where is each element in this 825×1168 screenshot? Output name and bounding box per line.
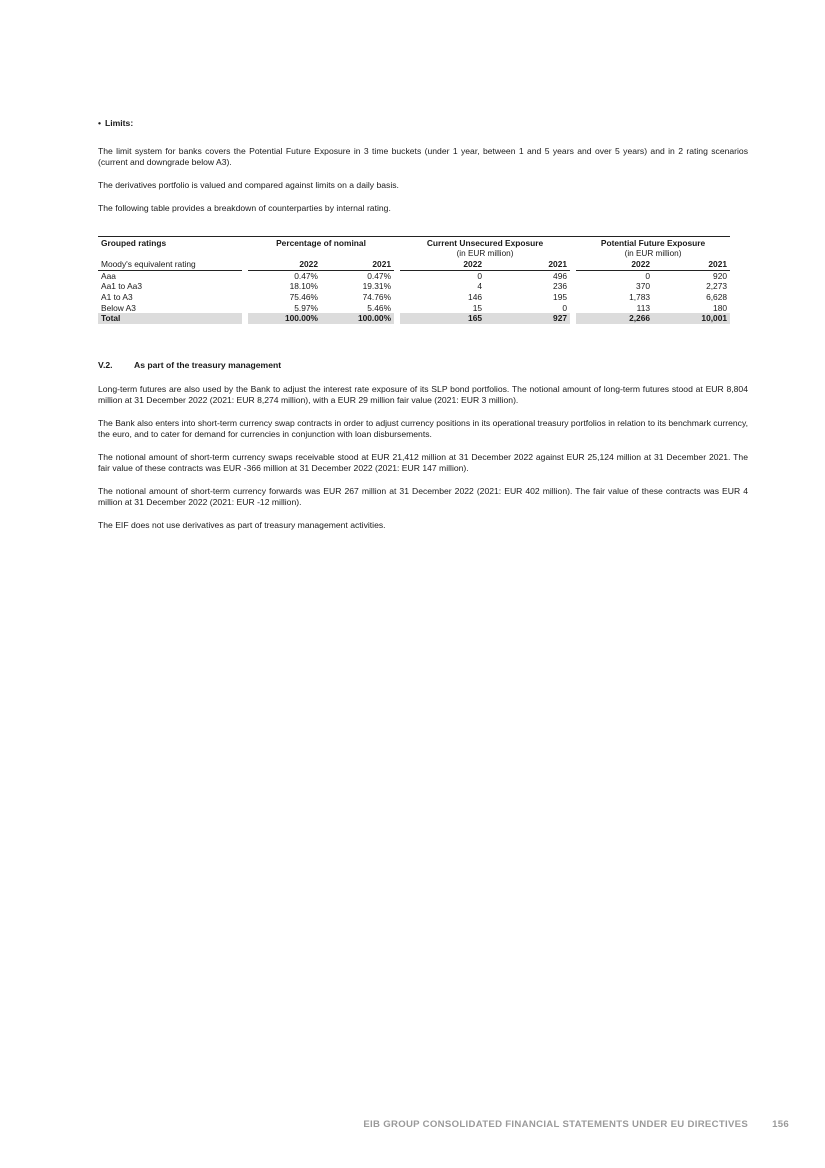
year-header: 2021 [485, 259, 570, 270]
table-cell: 4 [477, 281, 483, 292]
table-cell: 920 [713, 270, 728, 281]
table-cell: 74.76% [362, 291, 392, 302]
table-subheader-row [98, 249, 730, 260]
subheader-current-unit: (in EUR million) [456, 248, 514, 258]
table-cell: 1,783 [629, 291, 651, 302]
table-cell: 19.31% [362, 281, 392, 292]
table-cell: 5.97% [294, 302, 318, 313]
group-header-percentage: Percentage of nominal [248, 237, 394, 249]
page-number: 156 [772, 1119, 789, 1130]
row-header-label: Moody's equivalent rating [98, 259, 242, 270]
section-paragraph-4: The notional amount of short-term currency forwards was EUR 267 million at 31 December 2022 (2021: EUR 402 million). The fair value of these contracts was EUR 4 million at 31 December 2022 (2021: EUR -12 million). [98, 485, 748, 507]
table-year-header-row [98, 259, 730, 270]
limits-heading-text: Limits: [105, 118, 134, 128]
table-cell: 0.47% [367, 270, 392, 281]
table-cell: 100.00% [321, 313, 394, 324]
table-cell: 927 [485, 313, 570, 324]
bullet-icon: • [98, 118, 102, 128]
table-cell: 18.10% [289, 281, 318, 292]
footer-title: EIB GROUP CONSOLIDATED FINANCIAL STATEMENTS UNDER EU DIRECTIVES [363, 1119, 749, 1130]
group-header-potential-exposure: Potential Future Exposure [576, 237, 730, 249]
table-cell: 236 [553, 281, 568, 292]
page-content [98, 118, 748, 543]
table-group-header-row [98, 237, 730, 249]
table-cell: 180 [713, 302, 728, 313]
ratings-table [98, 236, 730, 324]
section-paragraph-1: Long-term futures are also used by the Bank to adjust the interest rate exposure of its SLP bond portfolios. The notional amount of long-term futures stood at EUR 8,804 million at 31 December 2022 (2021: EUR 8,274 million), with a EUR 29 million fair value (2021: EUR 3 million). [98, 383, 748, 405]
table-cell: 5.46% [367, 302, 392, 313]
year-header: 2022 [248, 259, 321, 270]
row-label: Aaa [101, 270, 116, 281]
table-cell: 15 [472, 302, 483, 313]
table-cell: 100.00% [248, 313, 321, 324]
ratings-table-wrap [98, 236, 730, 324]
row-label: Total [98, 313, 242, 324]
section-title [98, 360, 748, 371]
row-label: Below A3 [101, 302, 136, 313]
limits-heading [98, 118, 748, 129]
table-cell: 0 [477, 270, 483, 281]
limits-paragraph-3: The following table provides a breakdown of counterparties by internal rating. [98, 203, 391, 213]
table-total-row [98, 313, 730, 324]
table-row [98, 281, 730, 292]
table-row [98, 270, 730, 281]
table-cell: 2,273 [706, 281, 728, 292]
table-cell: 165 [400, 313, 485, 324]
limits-paragraph-2: The derivatives portfolio is valued and compared against limits on a daily basis. [98, 180, 399, 190]
row-label: Aa1 to Aa3 [101, 281, 142, 292]
table-row [98, 292, 730, 303]
table-cell: 6,628 [706, 291, 728, 302]
table-cell: 195 [553, 291, 568, 302]
page-footer [363, 1119, 789, 1130]
table-cell: 75.46% [289, 291, 318, 302]
table-cell: 370 [636, 281, 651, 292]
table-cell: 0.47% [294, 270, 318, 281]
table-cell: 10,001 [653, 313, 730, 324]
treasury-section [98, 360, 748, 531]
table-cell: 113 [636, 302, 651, 313]
limits-paragraph-1: The limit system for banks covers the Potential Future Exposure in 3 time buckets (under 1 year, between 1 and 5 years and over 5 years) and in 2 rating scenarios (current and downgrade below A3). [98, 146, 748, 167]
table-row [98, 303, 730, 314]
year-header: 2021 [321, 259, 394, 270]
group-header-grouped-ratings: Grouped ratings [98, 237, 242, 249]
group-header-current-exposure: Current Unsecured Exposure [400, 237, 570, 249]
table-cell: 146 [468, 291, 483, 302]
row-label: A1 to A3 [101, 291, 133, 302]
table-cell: 496 [553, 270, 568, 281]
subheader-potential-unit: (in EUR million) [624, 248, 682, 258]
section-paragraph-2: The Bank also enters into short-term currency swap contracts in order to adjust currency positions in its operational treasury portfolios in relation to its benchmark currency, the euro, and to cater for demand for currencies in conjunction with loan disbursements. [98, 417, 748, 439]
table-cell: 2,266 [576, 313, 653, 324]
section-paragraph-3: The notional amount of short-term currency swaps receivable stood at EUR 21,412 million at 31 December 2022 against EUR 25,124 million at 31 December 2021. The fair value of these contracts was EUR -366 million at 31 December 2022 (2021: EUR 147 million). [98, 451, 748, 473]
year-header: 2021 [653, 259, 730, 270]
table-cell: 0 [645, 270, 651, 281]
table-cell: 0 [562, 302, 568, 313]
year-header: 2022 [400, 259, 485, 270]
year-header: 2022 [576, 259, 653, 270]
section-number: V.2. [98, 359, 113, 370]
section-title-text: As part of the treasury management [134, 359, 282, 370]
section-paragraph-5: The EIF does not use derivatives as part of treasury management activities. [98, 519, 386, 530]
